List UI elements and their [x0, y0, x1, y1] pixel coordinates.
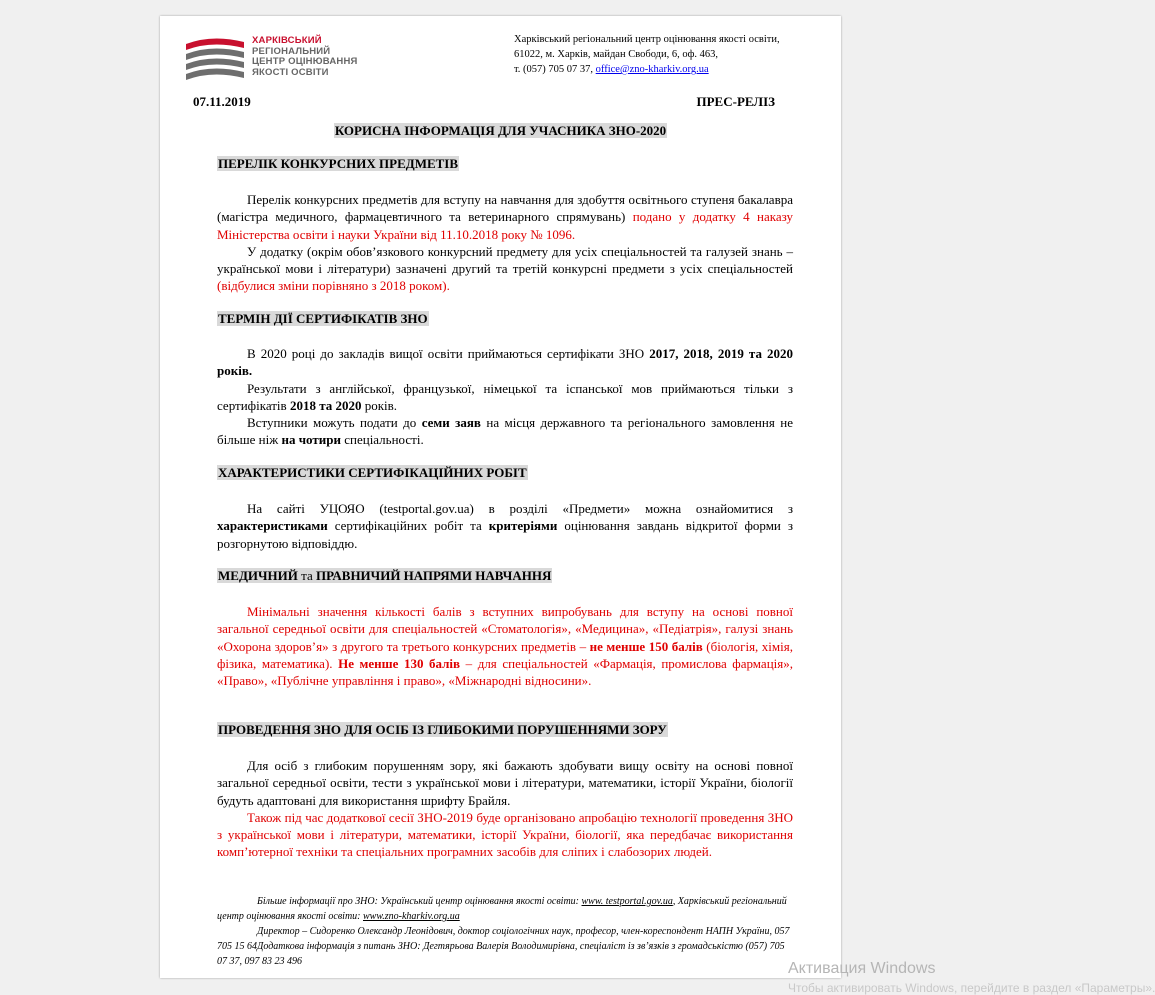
highlight-text: (відбулися зміни порівняно з 2018 роком).	[217, 278, 450, 294]
page-title-text: КОРИСНА ІНФОРМАЦІЯ ДЛЯ УЧАСНИКА ЗНО-2020	[334, 123, 667, 138]
section-body-characteristics	[217, 500, 793, 552]
text-run: та	[301, 568, 313, 583]
logo-line-1: ХАРКІВСЬКИЙ	[252, 35, 322, 46]
footer-contacts: Директор – Сидоренко Олександр Леонідович, доктор соціологічних наук, професор, член-кореспондент НАПН України, 057 705 15 64Додаткова інформація з питань ЗНО: Дегтярьова Валерія Володимирівна, спеціаліст із зв’язків з громадськістю (057) 705 07 37, 097 83 23 496	[217, 926, 790, 967]
text-run: (біологія, хімія, фізика, математика).	[217, 638, 793, 671]
text-run: Вступники можуть подати до	[247, 415, 422, 431]
testportal-link[interactable]: www. testportal.gov.ua	[581, 896, 673, 907]
text-run: У додатку (окрім обов’язкового конкурсний предмету для усіх спеціальностей та галузей знань – української мови і літератури) зазначені другий та третій конкурсні предмети з усіх спеціальностей	[217, 243, 793, 277]
section-heading-certificates	[217, 311, 429, 327]
document-footer	[217, 894, 793, 969]
org-name: Харківський регіональний центр оцінювання якості освіти,	[514, 34, 780, 45]
organization-logo	[182, 34, 372, 94]
logo-line-3: ЦЕНТР ОЦІНЮВАННЯ	[252, 56, 358, 67]
text-run: ПРАВНИЧИЙ НАПРЯМИ НАВЧАННЯ	[312, 568, 552, 583]
windows-activation-hint: Чтобы активировать Windows, перейдите в раздел «Параметры».	[788, 981, 1155, 995]
book-logo-icon	[182, 34, 248, 84]
bold-text: характеристиками	[217, 518, 328, 534]
section-heading-medical-law	[217, 568, 552, 584]
release-date: 07.11.2019	[193, 94, 251, 109]
section-heading-text: ХАРАКТЕРИСТИКИ СЕРТИФІКАЦІЙНИХ РОБІТ	[218, 465, 527, 480]
footer-more-info	[217, 894, 793, 924]
contact-info	[514, 32, 814, 77]
windows-activation-watermark: Активация Windows	[788, 960, 936, 977]
text-run: Результати з англійської, французької, німецької та іспанської мов приймаються тільки з сертифікатів	[217, 380, 793, 413]
email-link[interactable]: office@zno-kharkiv.org.ua	[595, 64, 709, 75]
text-run: В 2020 році до закладів вищої освіти приймаються сертифікати ЗНО	[247, 346, 650, 361]
paragraph: Для осіб з глибоким порушенням зору, які бажають здобувати вищу освіту на основі повної загальної середньої освіти, тести з української мови і літератури, математики, історії України, біології будуть адаптовані для використання шрифту Брайля.	[217, 758, 793, 808]
text-run: МЕДИЧНИЙ	[218, 568, 302, 583]
text-run: Мінімальні значення кількості балів з вступних випробувань для вступу на основі повної загальної середньої освіти для спеціальностей «Стоматологія», «Медицина», «Педіатрія», галузі знань «Охорона здоров’я» з другого та третього конкурсних предметів –	[217, 604, 793, 654]
paragraph	[217, 603, 793, 689]
section-heading-text	[217, 568, 552, 583]
section-body-visual-impairment	[217, 757, 793, 861]
section-body-medical-law	[217, 603, 793, 689]
org-address: 61022, м. Харків, майдан Свободи, 6, оф. 463,	[514, 49, 719, 60]
text-run: сертифікаційних робіт та	[327, 518, 489, 534]
zno-kharkiv-link[interactable]: www.zno-kharkiv.org.ua	[363, 911, 460, 922]
logo-line-2: РЕГІОНАЛЬНИЙ	[252, 45, 331, 57]
text-run: , Харківський регіональний центр оцінювання якості освіти:	[217, 896, 787, 922]
text-run: спеціальності.	[340, 432, 424, 448]
paragraph	[217, 380, 793, 415]
org-phone: т. (057) 705 07 37,	[514, 64, 596, 75]
bold-text: 2018 та 2020	[289, 397, 362, 413]
text-run: На сайті УЦОЯО (testportal.gov.ua) в розділі «Предмети» можна ознайомитися з	[247, 501, 793, 516]
paragraph-highlight: Також під час додаткової сесії ЗНО-2019 буде організовано апробацію технології проведення ЗНО з української мови і літератури, математики, історії України, біології, яка передбачає використання комп’ютерної техніки та спеціальних програмних засобів для сліпих і слабозорих людей.	[217, 809, 793, 860]
bold-text: семи заяв	[421, 415, 481, 431]
paragraph	[217, 414, 793, 449]
text-run: років.	[361, 397, 398, 413]
logo-line-4: ЯКОСТІ ОСВІТИ	[252, 66, 329, 78]
text-run: – для спеціальностей «Фармація, промислова фармація», «Право», «Публічне управління і право», «Міжнародні відносини».	[217, 655, 793, 689]
press-release-label: ПРЕС-РЕЛІЗ	[696, 94, 775, 109]
bold-text: критеріями	[488, 518, 558, 534]
text-run: Більше інформації про ЗНО: Український центр оцінювання якості освіти:	[257, 896, 582, 907]
page-title	[160, 123, 841, 139]
paragraph	[217, 191, 793, 243]
bold-text: на чотири	[281, 432, 341, 448]
section-heading-text: ПРОВЕДЕННЯ ЗНО ДЛЯ ОСІБ ІЗ ГЛИБОКИМИ ПОРУШЕННЯМИ ЗОРУ	[218, 722, 667, 737]
text-run: Перелік конкурсних предметів для вступу на навчання для здобуття освітнього ступеня бакалавра (магістра медичного, фармацевтичного та ветеринарного спрямувань)	[217, 192, 793, 225]
logo-text	[252, 36, 358, 78]
paragraph	[217, 345, 793, 380]
section-heading-text: ТЕРМІН ДІЇ СЕРТИФІКАТІВ ЗНО	[218, 311, 428, 326]
section-heading-subjects	[217, 156, 459, 172]
section-body-subjects	[217, 191, 793, 295]
document-page	[160, 16, 841, 978]
paragraph	[217, 500, 793, 552]
section-body-certificates	[217, 345, 793, 449]
text-run: оцінювання завдань відкритої форми з розгорнутою відповіддю.	[217, 518, 794, 551]
bold-text: 2017, 2018, 2019 та 2020 років.	[217, 346, 793, 379]
bold-text: Не менше 130 балів	[338, 655, 461, 671]
contact-line	[514, 62, 814, 77]
section-heading-visual-impairment	[217, 722, 668, 738]
bold-text: не менше 150 балів	[589, 638, 703, 654]
text-run: на місця державного та регіонального замовлення не більше ніж	[217, 415, 793, 448]
section-heading-characteristics	[217, 465, 528, 481]
paragraph	[217, 243, 793, 295]
section-heading-text: ПЕРЕЛІК КОНКУРСНИХ ПРЕДМЕТІВ	[218, 156, 459, 171]
highlight-text: подано у додатку 4 наказу Міністерства освіти і науки України від 11.10.2018 року № 1096.	[217, 209, 793, 242]
